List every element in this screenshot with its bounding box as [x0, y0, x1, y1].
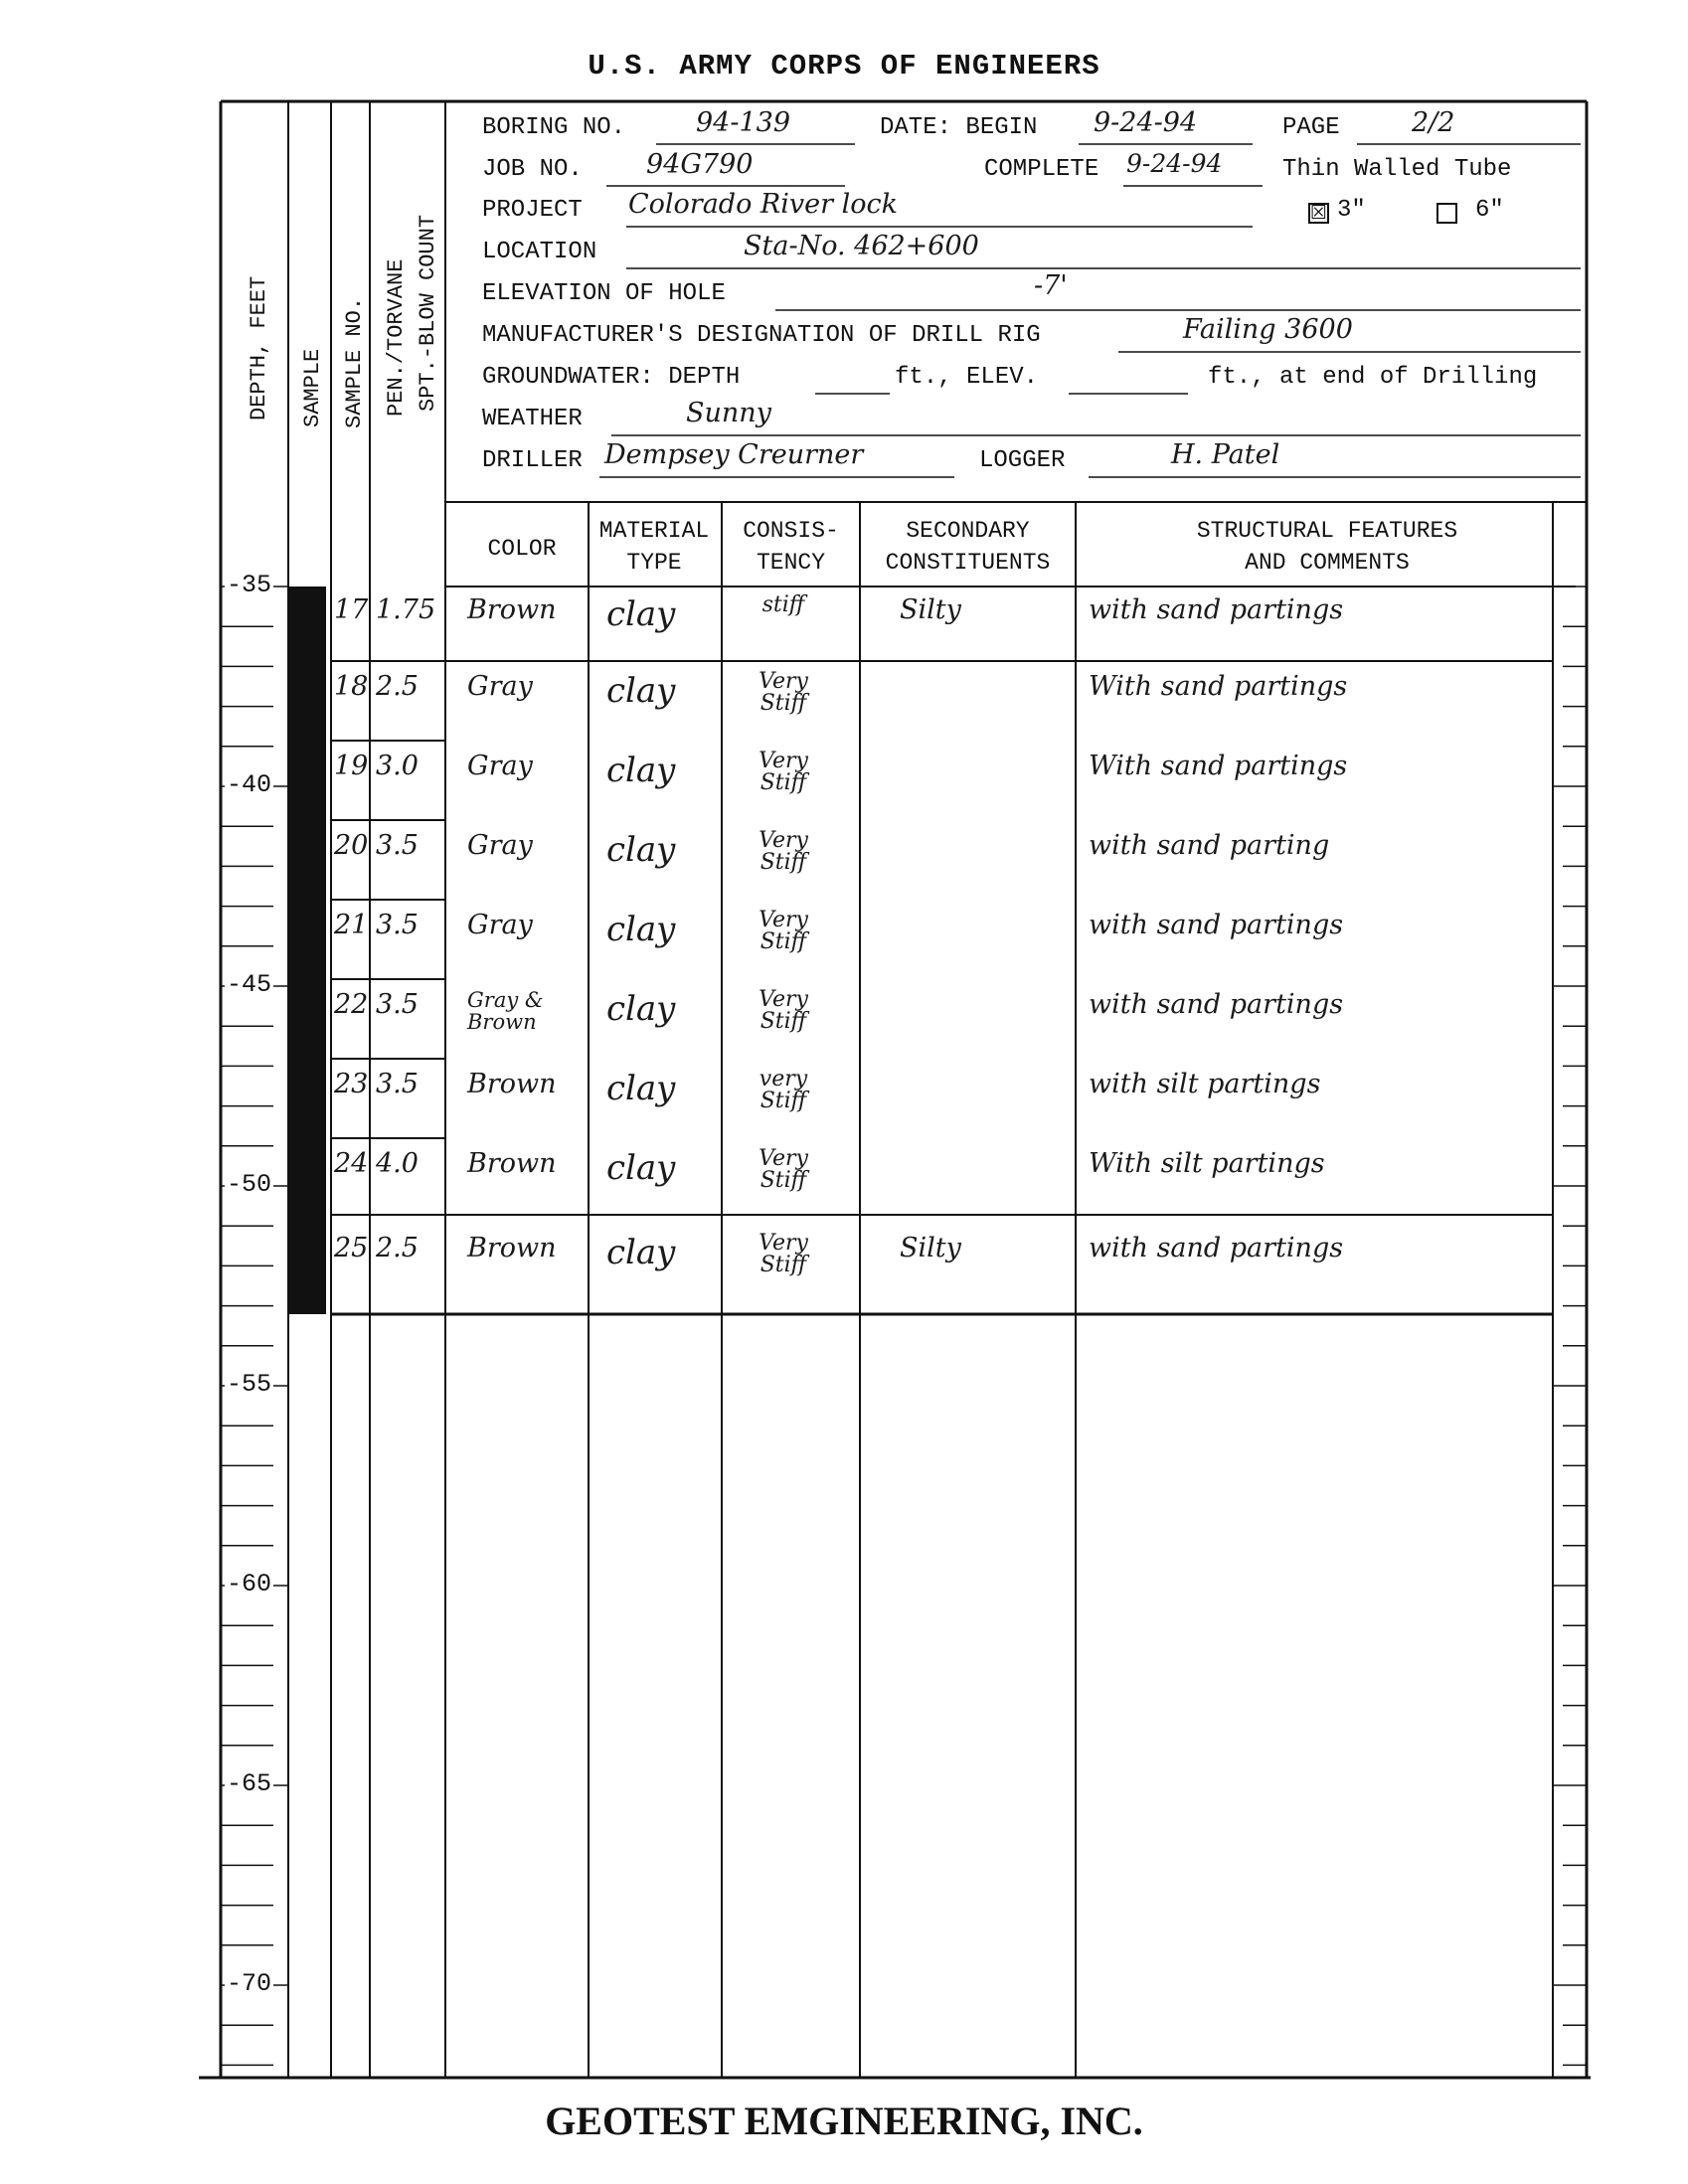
comments-cell: with silt partings [1089, 1069, 1321, 1099]
page-label: PAGE [1282, 114, 1340, 141]
consistency-cell: Very Stiff [759, 669, 808, 716]
sample-no-cell: 21 [334, 910, 369, 940]
material-cell: clay [606, 1233, 676, 1272]
structural-header-line1: STRUCTURAL FEATURES [1196, 518, 1458, 544]
pen-torvane-cell: 2.5 [376, 671, 419, 702]
material-cell: clay [606, 751, 676, 790]
material-cell: clay [606, 1148, 676, 1188]
pen-torvane-cell: 4.0 [376, 1148, 419, 1179]
tube-3in-checkbox[interactable]: ☒ [1310, 202, 1328, 224]
consistency-cell: Very Stiff [759, 828, 808, 875]
project-value: Colorado River lock [628, 189, 898, 220]
weather-label: WEATHER [482, 406, 583, 432]
sample-no-cell: 23 [334, 1069, 369, 1099]
color-header: COLOR [487, 536, 557, 562]
elevation-value: -7' [1034, 270, 1068, 301]
comments-cell: With sand partings [1089, 751, 1348, 781]
depth-scale-label: -60 [227, 1570, 272, 1598]
depth-scale-label: -65 [227, 1769, 272, 1798]
secondary-cell: Silty [900, 1233, 961, 1263]
driller-value: Dempsey Creurner [604, 439, 864, 470]
color-cell: Gray & Brown [467, 988, 544, 1034]
material-cell: clay [606, 671, 676, 711]
secondary-header-line2: CONSTITUENTS [885, 550, 1051, 576]
secondary-header-line1: SECONDARY [906, 518, 1030, 544]
structural-header-line2: AND COMMENTS [1245, 550, 1410, 576]
pen-torvane-cell: 3.5 [376, 910, 419, 940]
job-no-value: 94G790 [646, 149, 754, 180]
comments-cell: With silt partings [1089, 1148, 1325, 1179]
boring-no-value: 94-139 [696, 107, 791, 138]
comments-cell: with sand partings [1089, 594, 1344, 625]
tube-3in-label: 3" [1337, 197, 1366, 224]
sample-no-cell: 25 [334, 1233, 369, 1263]
pen-torvane-cell: 1.75 [376, 594, 436, 625]
consistency-cell: very Stiff [759, 1067, 808, 1113]
material-cell: clay [606, 830, 676, 870]
spt-blow-count-header: SPT.-BLOW COUNT [416, 214, 440, 413]
color-cell: Brown [467, 1233, 557, 1263]
sample-header: SAMPLE [300, 348, 325, 427]
logger-label: LOGGER [979, 447, 1066, 474]
consistency-cell: stiff [761, 592, 805, 617]
comments-cell: with sand parting [1089, 830, 1330, 861]
consistency-cell: Very Stiff [759, 1231, 808, 1277]
thin-walled-tube-label: Thin Walled Tube [1282, 156, 1512, 183]
depth-feet-header: DEPTH, FEET [247, 275, 271, 420]
material-header-line2: TYPE [626, 550, 682, 576]
color-cell: Brown [467, 594, 557, 625]
agency-title: U.S. ARMY CORPS OF ENGINEERS [588, 50, 1100, 83]
sample-no-cell: 18 [334, 671, 369, 702]
material-cell: clay [606, 1069, 676, 1108]
drill-rig-label: MANUFACTURER'S DESIGNATION OF DRILL RIG [482, 322, 1041, 349]
elevation-label: ELEVATION OF HOLE [482, 280, 726, 307]
comments-cell: with sand partings [1089, 910, 1344, 940]
groundwater-elev-label: ft., ELEV. [895, 364, 1039, 391]
comments-cell: With sand partings [1089, 671, 1348, 702]
color-cell: Gray [467, 910, 533, 940]
color-cell: Gray [467, 751, 533, 781]
pen-torvane-header: PEN./TORVANE [384, 258, 409, 418]
sample-no-cell: 20 [334, 830, 369, 861]
color-cell: Gray [467, 830, 533, 861]
weather-value: Sunny [686, 398, 771, 428]
comments-cell: with sand partings [1089, 989, 1344, 1020]
secondary-cell: Silty [900, 594, 961, 625]
pen-torvane-cell: 3.5 [376, 989, 419, 1020]
consistency-cell: Very Stiff [759, 1146, 808, 1193]
date-begin-label: DATE: BEGIN [880, 114, 1038, 141]
depth-scale-label: -35 [227, 571, 272, 599]
depth-scale-label: -55 [227, 1370, 272, 1399]
pen-torvane-cell: 2.5 [376, 1233, 419, 1263]
sample-no-cell: 17 [334, 594, 369, 625]
pen-torvane-cell: 3.0 [376, 751, 419, 781]
tube-6in-label: 6" [1475, 197, 1504, 224]
logger-value: H. Patel [1171, 439, 1280, 470]
driller-label: DRILLER [482, 447, 583, 474]
location-label: LOCATION [482, 239, 597, 265]
depth-scale-label: -40 [227, 770, 272, 799]
color-cell: Gray [467, 671, 533, 702]
material-cell: clay [606, 594, 676, 634]
sample-no-cell: 19 [334, 751, 369, 781]
consistency-cell: Very Stiff [759, 749, 808, 795]
drill-rig-value: Failing 3600 [1183, 314, 1353, 345]
consistency-header-line2: TENCY [756, 550, 825, 576]
groundwater-label: GROUNDWATER: DEPTH [482, 364, 741, 391]
material-header-line1: MATERIAL [598, 518, 710, 544]
complete-value: 9-24-94 [1126, 149, 1223, 178]
material-cell: clay [606, 910, 676, 949]
sample-no-cell: 22 [334, 989, 369, 1020]
tube-6in-checkbox[interactable] [1436, 203, 1457, 224]
depth-scale-label: -45 [227, 970, 272, 999]
page-value: 2/2 [1412, 107, 1455, 138]
depth-scale-label: -50 [227, 1170, 272, 1199]
project-label: PROJECT [482, 197, 583, 224]
depth-scale-label: -70 [227, 1969, 272, 1998]
job-no-label: JOB NO. [482, 156, 583, 183]
consistency-cell: Very Stiff [759, 908, 808, 954]
boring-no-label: BORING NO. [482, 114, 626, 141]
sample-no-header: SAMPLE NO. [342, 296, 367, 429]
sample-fill-bar [288, 587, 326, 1314]
material-cell: clay [606, 989, 676, 1029]
pen-torvane-cell: 3.5 [376, 1069, 419, 1099]
color-cell: Brown [467, 1148, 557, 1179]
color-cell: Brown [467, 1069, 557, 1099]
groundwater-end-label: ft., at end of Drilling [1208, 364, 1538, 391]
date-begin-value: 9-24-94 [1094, 107, 1198, 138]
comments-cell: with sand partings [1089, 1233, 1344, 1263]
footer-company: GEOTEST EMGINEERING, INC. [545, 2099, 1143, 2143]
consistency-cell: Very Stiff [759, 987, 808, 1034]
pen-torvane-cell: 3.5 [376, 830, 419, 861]
location-value: Sta-No. 462+600 [744, 231, 979, 261]
sample-no-cell: 24 [334, 1148, 369, 1179]
consistency-header-line1: CONSIS- [743, 518, 839, 544]
complete-label: COMPLETE [984, 156, 1099, 183]
